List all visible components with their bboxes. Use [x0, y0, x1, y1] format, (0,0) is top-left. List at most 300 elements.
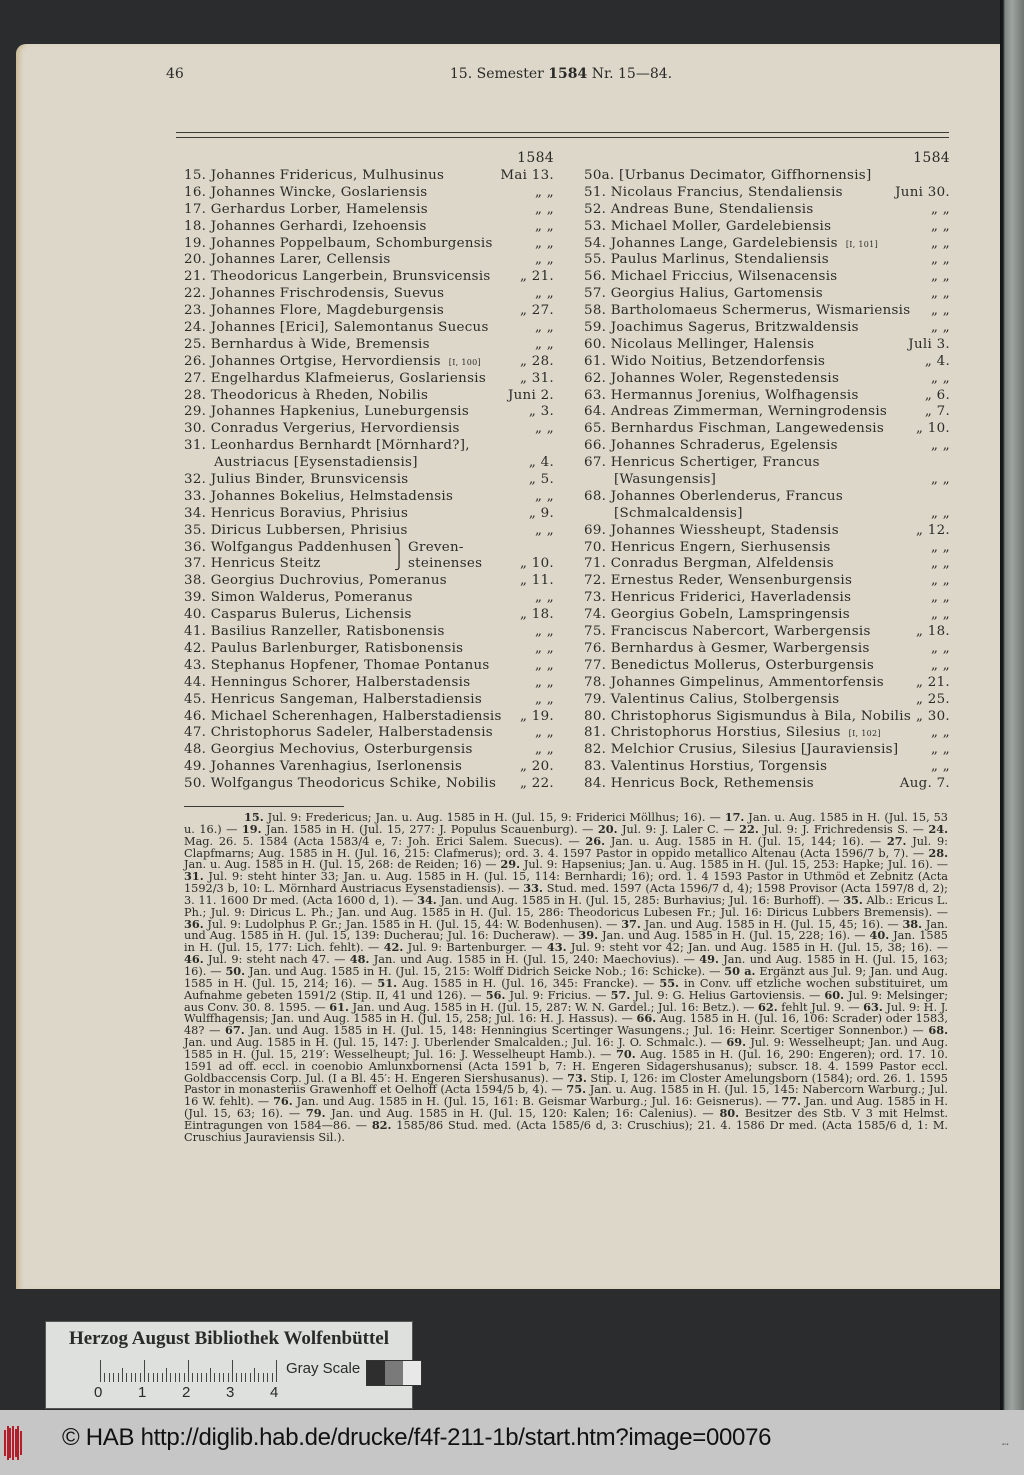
footnote-number: 73. — [567, 1070, 587, 1085]
entry-name: Theodoricus à Rheden, Nobilis — [210, 387, 429, 403]
entry-name: Conradus Bergman, Alfeldensis — [610, 556, 834, 572]
entry-name: Michael Moller, Gardelebiensis — [610, 218, 832, 234]
entry-number: 29. — [184, 404, 207, 420]
entry-name: Julius Binder, Brunsvicensis — [210, 472, 409, 488]
list-entry — [184, 269, 554, 286]
entry-date: „ „ — [534, 590, 554, 606]
entry-date: „ „ — [930, 370, 950, 386]
entry-date: „ „ — [534, 320, 554, 336]
entry-date: „ 7. — [924, 404, 950, 420]
entry-text — [584, 438, 838, 453]
footnote-text: Jul. 9: Fredericus; Jan. u. Aug. 1585 in H. (Jul. 15, 9: Friderici Möllhus; 16). — — [263, 811, 725, 824]
entry-date: „ „ — [930, 269, 950, 285]
footnote-text: Jan. und Aug. 1585 in H. (Jul. 15, 63; 16). — — [184, 1095, 949, 1121]
ruler-tick — [258, 1373, 259, 1382]
entry-text — [584, 185, 843, 200]
list-entry — [584, 624, 950, 641]
entry-number: 42. — [184, 640, 207, 656]
entry-number: 30. — [184, 421, 207, 437]
copyright-link[interactable]: © HAB http://diglib.hab.de/drucke/f4f-211-1b/start.htm?image=00076 — [62, 1424, 772, 1451]
footnote-number: 29. — [500, 857, 521, 872]
entry-date: „ 5. — [528, 472, 554, 488]
list-entry — [584, 472, 950, 489]
entry-name: Stephanus Hopfener, Thomae Pontanus — [210, 657, 490, 673]
entry-name: Johannes Woler, Regenstedensis — [610, 370, 840, 386]
ruler-tick — [157, 1373, 158, 1382]
entry-text — [584, 168, 872, 183]
footnote-text: in Conv. uff etzliche wochen substituiret, um Aufnahme gebeten 1591/2 (Stip. II, 41 und 126). — — [184, 976, 949, 1002]
entry-name: Leonhardus Bernhardt [Mörnhard?], — [210, 438, 470, 454]
entry-date: „ „ — [930, 201, 950, 217]
entry-name: Nicolaus Francius, Stendaliensis — [610, 184, 843, 200]
entry-name: Henricus Sangeman, Halberstadiensis — [210, 691, 483, 707]
entry-date: „ „ — [930, 539, 950, 555]
entry-number: 26. — [184, 353, 207, 369]
entry-date: „ „ — [534, 184, 554, 200]
hab-logo-icon — [4, 1426, 24, 1460]
footnote-text: fehlt Jul. 9. — — [777, 1000, 864, 1014]
entry-text — [584, 455, 820, 470]
entry-date: „ 10. — [520, 556, 554, 572]
entry-date: „ „ — [930, 759, 950, 775]
footnote-text: 1585/86 Stud. med. (Acta 1585/6 d, 3: Cruschius); 21. 4. 1586 Dr med. (Acta 1585/6 d, 1: M. Cruschius Jauraviensis Sil.). — [184, 1118, 948, 1144]
entry-date: „ 28. — [520, 353, 554, 369]
page-reference: [I, 100] — [448, 357, 481, 367]
list-entry — [584, 219, 950, 236]
entry-number: 64. — [584, 404, 607, 420]
entry-text — [584, 506, 743, 521]
entry-name: Joachimus Sagerus, Britzwaldensis — [610, 320, 859, 336]
entry-date: „ „ — [930, 725, 950, 741]
entry-name: Engelhardus Klafmeierus, Goslariensis — [210, 370, 486, 386]
entry-number: 15. — [184, 168, 207, 183]
entry-date: Juni 2. — [507, 387, 554, 403]
footer-bar — [0, 1410, 1024, 1475]
list-entry — [584, 725, 950, 742]
list-entry — [184, 472, 554, 489]
entry-name: Ernestus Reder, Wensenburgensis — [610, 573, 853, 589]
library-name: Herzog August Bibliothek Wolfenbüttel — [68, 1328, 390, 1349]
gray-scale-label: Gray Scale — [286, 1360, 361, 1377]
entry-date: „ 20. — [520, 759, 554, 775]
running-head — [166, 66, 956, 90]
entry-date: „ „ — [930, 505, 950, 521]
footnote-text: Aug. 1585 in H. (Jul. 16, 106: Scrader) oder 1583, 48? — — [184, 1012, 948, 1038]
list-entry — [584, 404, 950, 421]
entry-date: „ „ — [534, 522, 554, 538]
entry-name: Basilius Ranzeller, Ratisbonensis — [210, 624, 445, 640]
entry-name: Michael Scherenhagen, Halberstadiensis — [210, 708, 502, 724]
footnote-number: 69. — [726, 1035, 747, 1050]
ruler-tick — [206, 1373, 207, 1382]
entry-number: 33. — [184, 488, 207, 504]
list-entry — [184, 624, 554, 641]
entry-number: 82. — [584, 742, 607, 758]
list-entry — [584, 286, 950, 303]
footnote-number: 28. — [928, 845, 948, 860]
list-entry — [184, 388, 554, 405]
ruler-tick — [197, 1373, 198, 1382]
footnote-number: 19. — [241, 821, 262, 836]
footnote-number: 39. — [578, 928, 599, 943]
ruler-label: 2 — [182, 1384, 191, 1401]
entry-name: Johannes [Erici], Salemontanus Suecus — [210, 320, 489, 336]
footnote-number: 34. — [417, 892, 437, 907]
list-entry — [184, 354, 554, 371]
list-entry — [584, 202, 950, 219]
footnote-number: 56. — [485, 987, 506, 1002]
ruler-label: 0 — [94, 1384, 103, 1401]
entry-date: „ „ — [930, 218, 950, 234]
entry-date: „ 4. — [528, 455, 554, 471]
list-entry — [584, 607, 950, 624]
ruler-tick — [267, 1373, 268, 1382]
page-reference: [I, 102] — [848, 729, 881, 739]
entry-text — [584, 236, 878, 251]
entry-text — [184, 776, 496, 791]
footnote-text: Jan. und Aug. 1585 in H. (Jul. 15, 285: Burhavius; Jul. 16: Burhoff). — — [436, 893, 844, 907]
entry-name: Diricus Lubbersen, Phrisius — [210, 522, 408, 538]
entry-date: „ 21. — [520, 269, 554, 285]
ruler-tick — [179, 1373, 180, 1382]
footnote-text: Jul. 9: J. Frichredensis S. — — [758, 822, 929, 836]
footnote-number: 22. — [739, 821, 759, 836]
entry-number: 77. — [584, 657, 607, 673]
entry-name: Gerhardus Lorber, Hamelensis — [210, 201, 428, 217]
footnote-text: Jan. und Aug. 1585 in H. (Jul. 15, 287: W. N. Gardel.; Jul. 16: Betz.). — — [348, 1000, 759, 1014]
entry-number: 72. — [584, 573, 607, 589]
gray-swatch — [367, 1361, 385, 1385]
entry-text — [584, 725, 881, 740]
list-entry — [584, 590, 950, 607]
entry-date: „ 4. — [924, 353, 950, 369]
ruler-tick — [210, 1368, 211, 1382]
list-entry — [584, 675, 950, 692]
entry-number: 53. — [584, 218, 607, 234]
entry-date: „ 11. — [520, 573, 554, 589]
footnote-text: Jan. u. Aug. 1585 in H. (Jul. 15, 268: de Reiden; 16) — — [184, 858, 501, 872]
footnote-text: Jul. 9: Hapsenius; Jan. u. Aug. 1585 in H. (Jul. 15, 253: Hapke; Jul. 16). — — [520, 858, 948, 872]
gray-swatch — [403, 1361, 421, 1385]
ruler-tick — [276, 1360, 277, 1382]
entry-date: „ 10. — [916, 421, 950, 437]
entry-text — [584, 523, 839, 538]
entry-number: 54. — [584, 235, 607, 251]
entry-date: „ „ — [930, 742, 950, 758]
ruler-tick — [162, 1373, 163, 1382]
entry-number: 47. — [184, 725, 207, 741]
entry-date: „ 27. — [520, 303, 554, 319]
ruler-label: 4 — [270, 1384, 279, 1401]
footnote-number: 43. — [546, 940, 567, 955]
entry-date: Juli 3. — [908, 336, 950, 352]
entry-name: Hermannus Jorenius, Wolfhagensis — [610, 387, 859, 403]
entry-name: Bartholomaeus Schermerus, Wismariensis — [610, 303, 911, 319]
entry-date: „ „ — [930, 320, 950, 336]
list-entry — [184, 709, 554, 726]
footnote-text: Jan. u. Aug. 1585 in H. (Jul. 15, 53 u. 16.) — — [184, 811, 948, 836]
logo-bar — [4, 1430, 6, 1456]
entry-text — [184, 506, 408, 521]
page-reference: [I, 101] — [845, 239, 878, 249]
list-entry — [584, 337, 950, 354]
footnote-number: 15. — [244, 810, 264, 824]
entry-number: 49. — [184, 759, 207, 775]
ruler-tick — [118, 1373, 119, 1382]
entry-name: Christophorus Sigismundus à Bila, Nobilis — [610, 708, 912, 724]
entry-name: Georgius Halius, Gartomensis — [610, 286, 823, 302]
entry-number: 65. — [584, 421, 607, 437]
entry-date: „ 6. — [924, 387, 950, 403]
entry-number: 24. — [184, 320, 207, 336]
ruler-tick — [175, 1373, 176, 1382]
footnote-number: 48. — [349, 952, 370, 967]
entry-name: Valentinus Calius, Stolbergensis — [610, 691, 840, 707]
entry-number: 80. — [584, 708, 607, 724]
ruler-tick — [232, 1360, 233, 1382]
entry-text — [584, 252, 829, 267]
footnote-text: Jul. 9: H. J. Wulffhagensis; Jan. und Aug. 1585 in H. (Jul. 15, 258; Jul. 16: H. J. Hassus). — — [184, 1000, 948, 1026]
entry-text — [584, 269, 837, 284]
entry-name: Andreas Bune, Stendaliensis — [610, 201, 814, 217]
list-entry — [184, 320, 554, 337]
list-entry — [584, 236, 950, 253]
gray-scale-swatches — [366, 1360, 422, 1386]
ruler-tick — [228, 1373, 229, 1382]
entry-text — [184, 675, 470, 690]
footnote-text: Jul. 9: G. Helius Gartoviensis. — — [630, 988, 825, 1002]
entry-name: Johannes Bokelius, Helmstadensis — [210, 488, 454, 504]
entry-text — [184, 725, 493, 740]
entry-number: 21. — [184, 269, 207, 285]
list-entry — [584, 709, 950, 726]
entry-name: Simon Walderus, Pomeranus — [210, 590, 413, 606]
entry-text — [584, 573, 852, 588]
entry-number: 17. — [184, 201, 207, 217]
entry-text — [184, 202, 428, 217]
entry-text — [184, 286, 444, 301]
footnote-text: Jul. 9: steht vor 42; Jan. und Aug. 1585 in H. (Jul. 15, 38; 16). — — [566, 941, 948, 955]
entry-text — [184, 337, 430, 352]
entry-text — [584, 421, 884, 436]
footnote-number: 31. — [184, 869, 204, 884]
list-entry — [184, 438, 554, 455]
entry-date: „ „ — [930, 607, 950, 623]
entry-text — [584, 692, 839, 707]
ruler-tick — [219, 1373, 220, 1382]
ruler-tick — [131, 1373, 132, 1382]
footnote-number: 63. — [863, 999, 883, 1014]
footnote-number: 57. — [610, 987, 631, 1002]
footnote-number: 20. — [597, 821, 618, 836]
entry-number: 83. — [584, 759, 607, 775]
footnote-number: 79. — [305, 1106, 326, 1121]
footnote-number: 70. — [616, 1046, 636, 1061]
entry-text — [184, 388, 428, 403]
list-entry — [184, 421, 554, 438]
footnote-text: Stip. I, 126: im Closter Amelungsborn (1584); ord. 26. 1. 1595 Pastor in monasteriis Grawenhoff et Oelhoff (Acta 1594/5 b, 4). — — [184, 1071, 948, 1097]
entry-date: „ „ — [930, 640, 950, 656]
footnote-text: Jul. 9: Wesselheupt; Jan. und Aug. 1585 in H. (Jul. 15, 219′: Wesselheupt; Jul. 16: J. Wesselheupt Hamb.). — — [184, 1036, 948, 1061]
list-entry — [584, 421, 950, 438]
ruler-scale — [100, 1360, 276, 1382]
entry-date: „ „ — [534, 657, 554, 673]
footnote-number: 77. — [781, 1094, 801, 1109]
entry-text — [584, 624, 871, 639]
footnote-number: 40. — [869, 928, 890, 943]
entry-name: Paulus Barlenburger, Ratisbonensis — [210, 640, 464, 656]
entry-name: Benedictus Mollerus, Osterburgensis — [610, 657, 875, 673]
footnote-number: 38. — [902, 916, 923, 931]
entry-date: „ „ — [534, 624, 554, 640]
entry-date: „ 9. — [528, 505, 554, 521]
entry-name: Henricus Friderici, Haverladensis — [610, 590, 852, 606]
ruler-tick — [192, 1373, 193, 1382]
ruler-tick — [113, 1373, 114, 1382]
entry-number: 71. — [584, 556, 607, 572]
footnote-text: Jan. 1585 in H. (Jul. 15, 177: Lich. fehlt). — — [184, 929, 948, 955]
entry-name: Bernhardus Fischman, Langewedensis — [610, 421, 885, 437]
footnote-text: Jan. und Aug. 1585 in H. (Jul. 15, 240: Maechovius). — — [369, 953, 700, 967]
entry-number: 76. — [584, 640, 607, 656]
entry-text — [184, 320, 489, 335]
list-entry — [184, 185, 554, 202]
footnote-text: Besitzer des Stb. V 3 mit Helmst. Eintragungen von 1584—86. — — [184, 1107, 948, 1132]
entry-text — [584, 219, 831, 234]
entry-date: „ „ — [930, 573, 950, 589]
entry-name: Wido Noitius, Betzendorfensis — [610, 353, 826, 369]
entry-number: 73. — [584, 590, 607, 606]
footnote-text: Aug. 1585 in H. (Jul. 16, 345: Francke). — — [397, 976, 660, 990]
entry-number: 56. — [584, 269, 607, 285]
logo-bar — [12, 1426, 14, 1460]
entry-name: Wolfgangus Paddenhusen — [210, 539, 392, 555]
entry-text — [184, 219, 427, 234]
ruler-tick — [100, 1360, 101, 1382]
ruler-label: 3 — [226, 1384, 235, 1401]
brace-mark: ⎫ — [394, 539, 405, 555]
list-entry — [584, 438, 950, 455]
entry-name: Johannes Poppelbaum, Schomburgensis — [210, 235, 493, 251]
book-spine-edge — [1000, 0, 1024, 1410]
entry-number: 31. — [184, 438, 207, 454]
entry-name: Johannes Flore, Magdeburgensis — [210, 303, 445, 319]
entry-number: 36. — [184, 539, 207, 555]
footnote-number: 68. — [928, 1023, 948, 1038]
list-entry — [184, 286, 554, 303]
footnote-number: 17. — [724, 810, 745, 824]
list-entry — [184, 489, 554, 506]
entry-name: Henricus Bock, Rethemensis — [610, 776, 814, 792]
page-number: 46 — [166, 66, 184, 82]
list-entry — [184, 641, 554, 658]
entry-number: 22. — [184, 286, 207, 302]
list-entry — [184, 725, 554, 742]
list-entry — [184, 337, 554, 354]
entry-date: „ „ — [534, 235, 554, 251]
entry-name: Johannes Gerhardi, Izehoensis — [210, 218, 427, 234]
entry-number: 62. — [584, 370, 607, 386]
entry-text — [584, 354, 825, 369]
list-entry — [184, 540, 554, 557]
list-entry — [184, 573, 554, 590]
list-entry — [184, 404, 554, 421]
ruler-tick — [148, 1373, 149, 1382]
entry-name: [Urbanus Decimator, Giffhornensis] — [619, 168, 872, 183]
footnote-text: Jul. 9: Fricius. — — [505, 988, 611, 1002]
entry-number: 50. — [184, 776, 207, 792]
list-entry — [584, 489, 950, 506]
entry-name: Johannes Gimpelinus, Ammentorfensis — [610, 674, 884, 690]
entry-number: 70. — [584, 539, 607, 555]
footnote-text: Alb.: Ericus L. Ph.; Jul. 9: Diricus L. Ph.; Jan. und Aug. 1585 in H. (Jul. 15, 286: Theodoricus Lubesen Fr.; Jul. 16: Diricus Lubbers Bremensis). — — [184, 893, 948, 919]
footnote-number: 66. — [636, 1011, 657, 1026]
entry-number: 38. — [184, 573, 207, 589]
entry-name: Valentinus Horstius, Torgensis — [610, 759, 828, 775]
list-entry — [584, 388, 950, 405]
entry-number: 61. — [584, 353, 607, 369]
entry-text — [584, 590, 851, 605]
entry-date: „ „ — [930, 556, 950, 572]
ruler-tick — [166, 1368, 167, 1382]
entry-number: 60. — [584, 336, 607, 352]
entry-text — [184, 573, 447, 588]
entry-date: „ „ — [930, 235, 950, 251]
ruler-tick — [184, 1373, 185, 1382]
entry-number: 58. — [584, 303, 607, 319]
ruler-tick — [241, 1373, 242, 1382]
entry-date: „ „ — [534, 421, 554, 437]
entry-text — [584, 371, 839, 386]
ruler-tick — [214, 1373, 215, 1382]
entry-number: 81. — [584, 725, 607, 741]
entry-text — [584, 641, 870, 656]
footnote-text: Stud. med. 1597 (Acta 1596/7 d, 4); 1598 Provisor (Acta 1597/8 d, 2); 3. 11. 1600 Dr med. (Acta 1600 d, 1). — — [184, 882, 948, 907]
list-entry — [584, 523, 950, 540]
page-title: 15. Semester 1584 Nr. 15—84. — [449, 66, 673, 82]
entry-number: 34. — [184, 505, 207, 521]
column-year: 1584 — [913, 150, 950, 166]
list-entry — [584, 371, 950, 388]
footnote-number: 76. — [273, 1094, 293, 1109]
entry-text — [184, 455, 418, 470]
entry-text — [184, 624, 445, 639]
entry-text — [584, 556, 834, 571]
entry-number: 79. — [584, 691, 607, 707]
ruler-tick — [188, 1360, 189, 1382]
list-entry — [184, 252, 554, 269]
entry-date: Mai 13. — [500, 168, 554, 183]
entry-text — [184, 168, 444, 183]
footnote-number: 61. — [329, 999, 349, 1014]
footnote-text: Jan. und Aug. 1585 in H. (Jul. 15, 148: Henningius Scertinger Wasungens.; Jul. 16: Heinr. Scertiger Sonnenbor.) — — [244, 1024, 929, 1038]
entry-number: 57. — [584, 286, 607, 302]
entry-date: „ 19. — [520, 708, 554, 724]
entry-number: 48. — [184, 742, 207, 758]
entry-number: 23. — [184, 303, 207, 319]
entry-text — [184, 354, 481, 369]
entry-date: „ „ — [534, 201, 554, 217]
footnote-number: 37. — [621, 916, 641, 931]
entry-date: „ 21. — [916, 674, 950, 690]
ruler-tick — [272, 1373, 273, 1382]
entry-number: 78. — [584, 674, 607, 690]
entry-text — [584, 607, 850, 622]
brace-mark: ⎭ — [394, 556, 405, 572]
footnote-text: Jan. u. Aug. 1585 in H. (Jul. 15, 144; 16). — — [605, 834, 887, 848]
footnotes — [184, 812, 948, 1144]
entry-date: „ „ — [534, 691, 554, 707]
